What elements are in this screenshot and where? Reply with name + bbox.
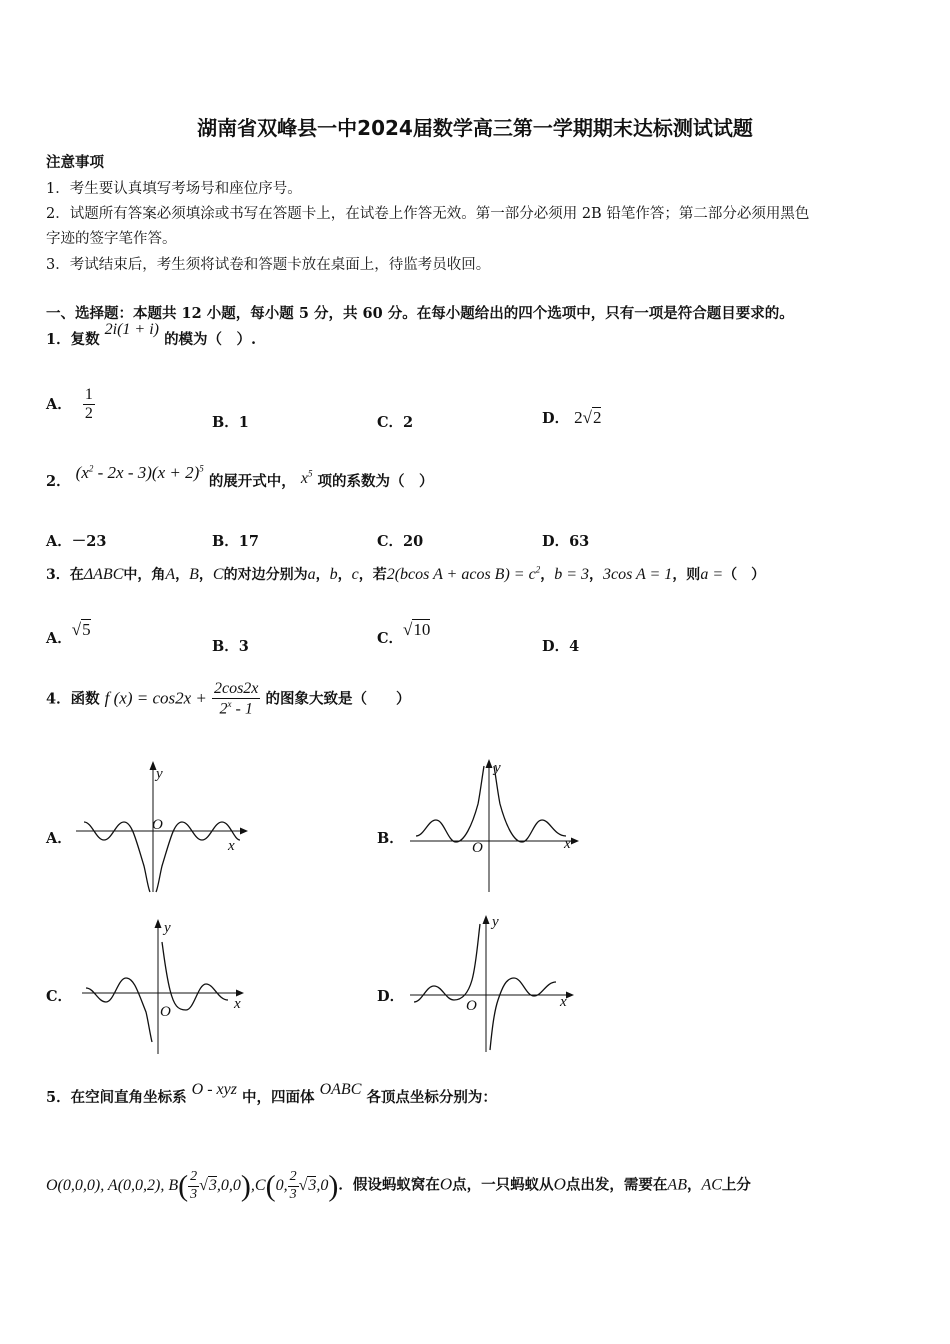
q5-coordinates: O(0,0,0), A(0,0,2), B( $\frac{2}{3}$ √3,0,0),C(0, $\frac{2}{3}$ √3,0): [46, 1169, 339, 1202]
graph-b-curve: [416, 766, 566, 842]
question-2: 2． $(x^2 - 2x - 3)(x + 2)^5$ 的展开式中， $x^5$ 项的系数为（ ）: [46, 463, 434, 490]
graph-d-x-label: x: [560, 994, 567, 1010]
graph-b-y-label: y: [494, 760, 501, 776]
graph-d-y-arrow: [483, 915, 490, 924]
graph-a-y-label: y: [156, 766, 163, 782]
q4-function: f (x) = cos2x +: [104, 688, 207, 708]
graph-b-y-arrow: [486, 759, 493, 768]
graph-c-y-label: y: [164, 920, 171, 936]
q3-option-d: D．4: [542, 638, 580, 655]
q1-option-c: C．2: [377, 414, 414, 431]
q4-option-a: A．: [46, 830, 72, 847]
graph-a-x-label: x: [228, 838, 235, 854]
graph-d-origin-label: O: [466, 998, 477, 1014]
graph-c: [76, 916, 256, 1056]
graph-b: [410, 756, 590, 896]
q2-option-c: C．20: [377, 533, 424, 550]
q4-option-b: B．: [377, 830, 404, 847]
q3-condition: 2(bcos A + acos $B) = c^2$: [386, 564, 541, 583]
graph-d-y-label: y: [492, 914, 499, 930]
graph-c-origin-label: O: [160, 1004, 171, 1020]
q3-option-a: A．√5: [46, 620, 91, 647]
question-5-coords: O(0,0,0), A(0,0,2), B( $\frac{2}{3}$ √3,0,0),C(0, $\frac{2}{3}$ √3,0)．假设蚂蚁窝在O点，一只蚂蚁从O点出发，需要在AB，AC上分: [46, 1169, 751, 1202]
graph-d-x-arrow: [566, 992, 574, 999]
q4-option-c: C．: [46, 988, 73, 1005]
q3-option-c: C．√10: [377, 620, 431, 647]
graph-b-origin-label: O: [472, 840, 483, 856]
question-5: 5．在空间直角坐标系 O - xyz 中，四面体 OABC 各顶点坐标分别为：: [46, 1081, 497, 1106]
question-4: 4．函数 f (x) = cos2x + $\frac{2\cos 2x}{2^x - 1}$ 的图象大致是（ ）: [46, 680, 411, 718]
q2-option-a: A．－23: [46, 533, 107, 550]
notice-item-2: 2．试题所有答案必须填涂或书写在答题卡上，在试卷上作答无效。第一部分必须用 2B 铅笔作答；第二部分必须用黑色: [46, 206, 810, 222]
notice-item-2-cont: 字迹的签字笔作答。: [46, 231, 177, 247]
q1-option-d: D． 2√2: [542, 408, 602, 427]
graph-b-x-label: x: [564, 836, 571, 852]
graph-a-origin-label: O: [152, 817, 163, 833]
question-3: 3．在ΔABC中，角A，B，C的对边分别为a，b，c，若2(bcos A + acos $B) = c^2$，b = 3，3cos A = 1，则a =（ ）: [46, 564, 766, 583]
q2-option-b: B．17: [212, 533, 259, 550]
q1-option-a: A． $\frac{1}{2}$: [46, 386, 93, 423]
section-heading: 一、选择题：本题共 12 小题，每小题 5 分，共 60 分。在每小题给出的四个选项中，只有一项是符合题目要求的。: [46, 305, 794, 322]
graph-d-curve: [414, 924, 556, 1050]
notice-item-3: 3．考试结束后，考生须将试卷和答题卡放在桌面上，待监考员收回。: [46, 257, 491, 273]
q3-option-b: B．3: [212, 638, 249, 655]
graph-b-x-arrow: [571, 838, 579, 845]
question-1: 1．复数 2i(1 + i) 的模为（ ）.: [46, 321, 257, 348]
graph-d: [410, 910, 590, 1055]
graph-c-y-arrow: [155, 919, 162, 928]
notice-heading: 注意事项: [46, 154, 104, 171]
graph-a: [76, 760, 256, 896]
q1-option-b: B．1: [212, 414, 249, 431]
page-title: 湖南省双峰县一中2024届数学高三第一学期期末达标测试试题: [197, 116, 753, 140]
q4-option-d: D．: [377, 988, 405, 1005]
graph-c-curve: [86, 942, 228, 1042]
q2-option-d: D．63: [542, 533, 590, 550]
notice-item-1: 1．考生要认真填写考场号和座位序号。: [46, 181, 302, 197]
graph-a-x-arrow: [240, 828, 248, 835]
q1-expression: 2i(1 + i): [104, 321, 159, 338]
q2-expression: $(x^2 - 2x - 3)(x + 2)^5$: [75, 463, 204, 482]
graph-c-x-label: x: [234, 996, 241, 1012]
